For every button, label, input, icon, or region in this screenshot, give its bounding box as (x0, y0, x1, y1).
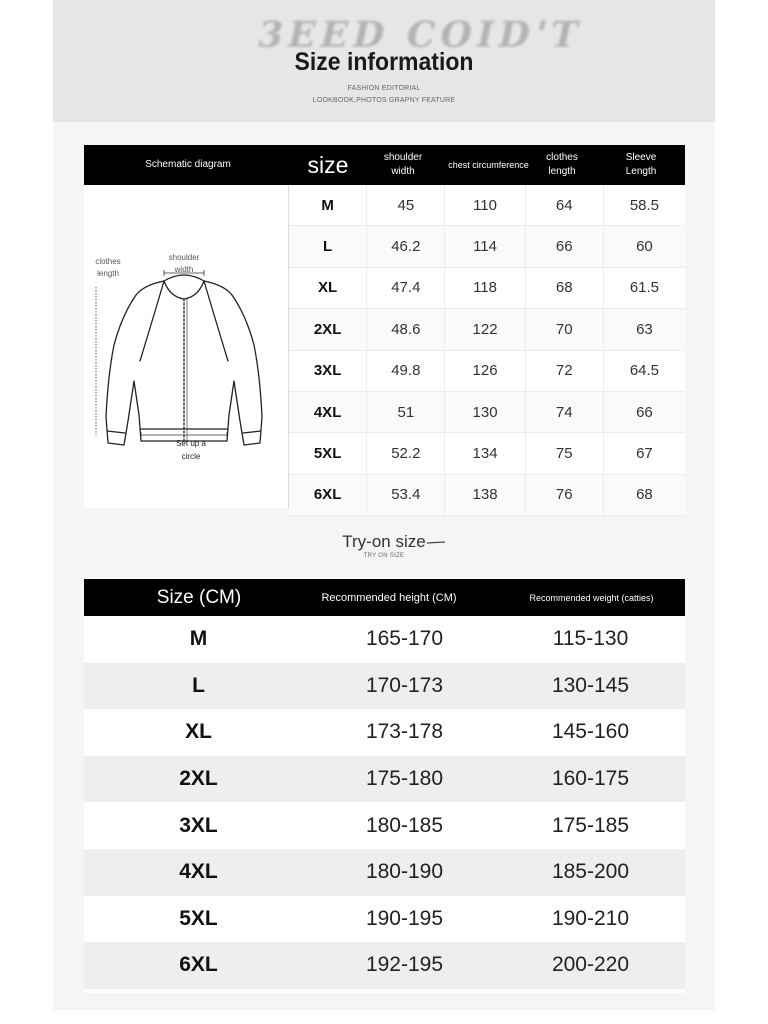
chest-cell: 134 (445, 433, 525, 473)
chest-cell: 126 (445, 351, 525, 391)
weight-cell: 175-185 (551, 813, 630, 837)
sleeve-cell: 68 (636, 486, 653, 504)
sleeve-cell: 64.5 (629, 362, 660, 380)
page-subtitle-2: LOOKBOOK,PHOTOS GRAPNY FEATURE (312, 97, 456, 104)
height-cell: 192-195 (365, 953, 444, 977)
recommendation-table-header (84, 579, 685, 616)
size-cell: 3XL (179, 813, 218, 837)
header-shoulder-width: shoulder width (383, 152, 423, 177)
weight-cell: 200-220 (551, 953, 630, 977)
size-table-row (289, 185, 685, 226)
size-table-row (289, 392, 685, 433)
recommendation-table-row (84, 849, 685, 896)
recommendation-table-row (84, 896, 685, 943)
jacket-schematic-diagram (84, 185, 289, 508)
recommendation-table-row (84, 663, 685, 710)
height-cell: 165-170 (365, 627, 444, 651)
shoulder-cell: 46.2 (367, 226, 445, 266)
height-cell: 190-195 (365, 906, 444, 930)
chest-cell: 138 (445, 475, 525, 515)
label-clothes-length: clothes length (95, 257, 121, 278)
shoulder-cell: 53.4 (367, 475, 445, 515)
weight-cell: 145-160 (551, 720, 630, 744)
size-cell: L (289, 226, 367, 266)
header-sleeve-length: Sleeve Length (625, 152, 657, 177)
recommendation-table-row (84, 756, 685, 803)
size-cell: 4XL (289, 392, 367, 432)
weight-cell: 130-145 (551, 673, 630, 697)
length-cell: 68 (526, 268, 604, 308)
header-recommended-height: Recommended height (CM) (321, 591, 457, 604)
size-cell: 6XL (289, 475, 367, 515)
size-table (84, 145, 685, 508)
height-cell: 170-173 (365, 673, 444, 697)
header-size-cm: Size (CM) (156, 586, 242, 608)
size-cell: 5XL (179, 906, 218, 930)
size-table-row (289, 351, 685, 392)
tryon-subtitle: TRY ON SIZE (363, 553, 405, 559)
chest-cell: 130 (445, 392, 525, 432)
brand-decor-text: 3EED COID'T (253, 14, 588, 56)
header-chest-circumference: chest circumference (448, 160, 529, 170)
chest-cell: 118 (445, 268, 525, 308)
size-table-row (289, 475, 685, 516)
tryon-title: Try-on size (342, 532, 426, 551)
length-cell: 70 (526, 309, 604, 349)
label-hem-circle: Set up a circle (176, 439, 206, 461)
length-cell: 66 (526, 226, 604, 266)
recommendation-table (84, 579, 685, 993)
size-cell: XL (185, 720, 212, 744)
chest-cell: 110 (445, 185, 525, 225)
chest-cell: 114 (445, 226, 525, 266)
recommendation-table-row (84, 942, 685, 989)
tryon-decor-dash-icon (425, 537, 447, 547)
length-cell: 74 (526, 392, 604, 432)
size-cell: 3XL (289, 351, 367, 391)
header-schematic-diagram: Schematic diagram (145, 159, 231, 170)
size-table-row (289, 309, 685, 350)
shoulder-cell: 45 (367, 185, 445, 225)
shoulder-cell: 49.8 (367, 351, 445, 391)
size-cell: 2XL (179, 767, 218, 791)
size-cell: 5XL (289, 433, 367, 473)
height-cell: 173-178 (365, 720, 444, 744)
label-shoulder-width: shoulder width (168, 253, 200, 274)
header-clothes-length: clothes length (546, 152, 578, 177)
size-table-header (84, 145, 685, 185)
sleeve-cell: 67 (636, 445, 653, 463)
sleeve-cell: 61.5 (629, 279, 660, 297)
length-cell: 72 (526, 351, 604, 391)
header-size: size (307, 152, 349, 178)
size-cell: M (189, 627, 208, 651)
sleeve-cell: 58.5 (629, 196, 660, 214)
size-cell: M (289, 185, 367, 225)
shoulder-cell: 48.6 (367, 309, 445, 349)
size-table-body (289, 185, 685, 516)
length-cell: 64 (526, 185, 604, 225)
recommendation-table-row (84, 802, 685, 849)
recommendation-table-row (84, 709, 685, 756)
header-recommended-weight: Recommended weight (catties) (529, 592, 654, 603)
weight-cell: 160-175 (551, 767, 630, 791)
sleeve-cell: 60 (636, 238, 653, 256)
size-table-row (289, 268, 685, 309)
recommendation-table-body (84, 616, 685, 989)
size-cell: XL (289, 268, 367, 308)
shoulder-cell: 47.4 (367, 268, 445, 308)
height-cell: 180-185 (365, 813, 444, 837)
recommendation-table-row (84, 616, 685, 663)
height-cell: 180-190 (365, 860, 444, 884)
weight-cell: 115-130 (552, 627, 629, 651)
size-cell: 2XL (289, 309, 367, 349)
size-cell: L (192, 673, 205, 697)
height-cell: 175-180 (365, 767, 444, 791)
size-table-row (289, 433, 685, 474)
weight-cell: 190-210 (551, 906, 630, 930)
sleeve-cell: 63 (636, 320, 653, 338)
sleeve-cell: 66 (636, 403, 653, 421)
shoulder-cell: 52.2 (367, 433, 445, 473)
shoulder-cell: 51 (367, 392, 445, 432)
size-table-row (289, 226, 685, 267)
size-cell: 4XL (179, 860, 218, 884)
length-cell: 75 (526, 433, 604, 473)
page-title: Size information (294, 48, 474, 76)
weight-cell: 185-200 (551, 860, 630, 884)
page-subtitle-1: FASHION EDITORIAL (347, 85, 421, 92)
size-cell: 6XL (179, 953, 218, 977)
length-cell: 76 (526, 475, 604, 515)
chest-cell: 122 (445, 309, 525, 349)
